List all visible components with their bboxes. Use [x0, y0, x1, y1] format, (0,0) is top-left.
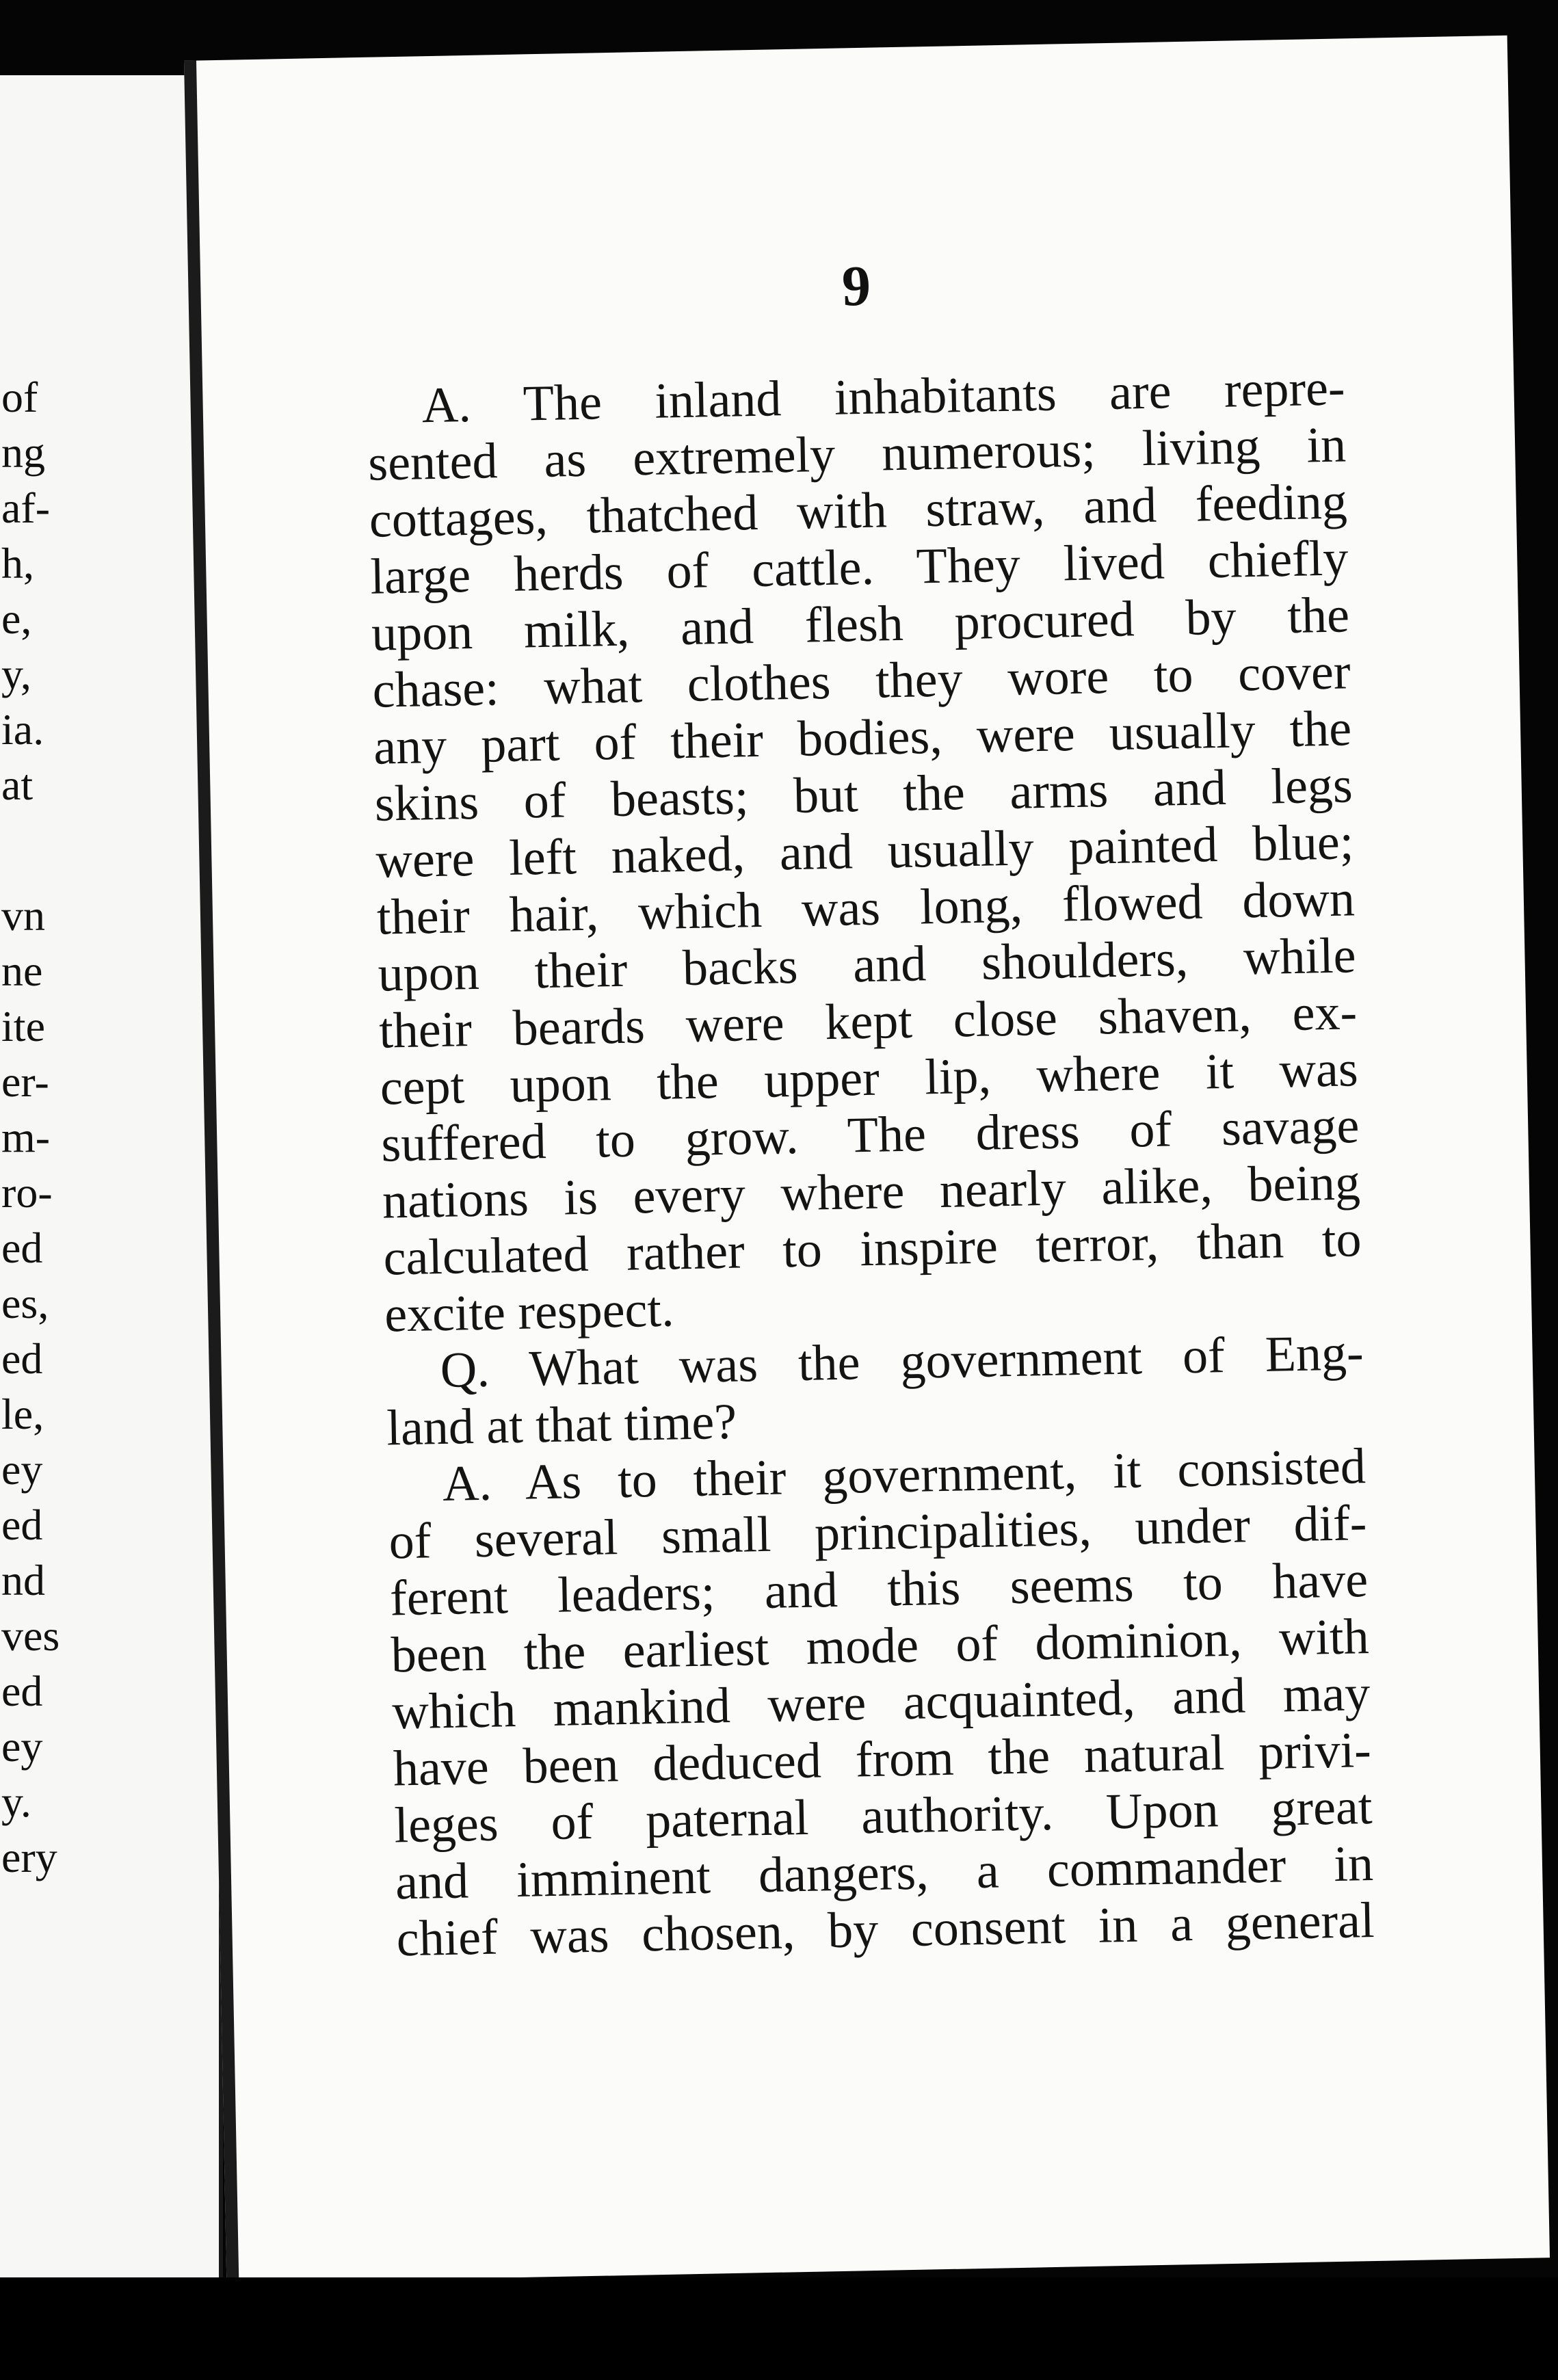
- left-fragment: vn: [1, 891, 45, 940]
- left-fragment: le,: [1, 1390, 44, 1438]
- text-line: calculated rather to inspire terror, than to: [382, 1211, 1362, 1286]
- left-fragment: ed: [1, 1667, 43, 1715]
- text-line: leges of paternal authority. Upon great: [393, 1778, 1373, 1854]
- text-line: large herds of cattle. They lived chiefly: [369, 530, 1349, 605]
- text-line: chase: what clothes they wore to cover: [371, 644, 1351, 719]
- text-line: have been deduced from the natural privi-: [393, 1722, 1372, 1797]
- left-fragment: h,: [1, 539, 34, 587]
- page-body-text: [367, 360, 1375, 1968]
- left-fragment: ves: [1, 1611, 60, 1660]
- text-line: been the earliest mode of dominion, with: [391, 1609, 1370, 1684]
- text-line: nations is every where nearly alike, being: [382, 1154, 1361, 1230]
- text-line: upon milk, and flesh procured by the: [371, 587, 1350, 662]
- text-line: cottages, thatched with straw, and feeding: [369, 473, 1348, 548]
- text-line: skins of beasts; but the arms and legs: [374, 757, 1354, 832]
- left-fragment: m-: [1, 1113, 51, 1161]
- left-fragment: ro-: [1, 1168, 53, 1217]
- left-fragment: ed: [1, 1224, 43, 1272]
- text-line: which mankind were acquainted, and may: [391, 1665, 1371, 1741]
- answer-line: A. As to their government, it consisted: [442, 1438, 1366, 1512]
- left-fragment: er-: [1, 1057, 49, 1106]
- text-line: suffered to grow. The dress of savage: [380, 1098, 1360, 1173]
- left-fragment: ery: [1, 1833, 57, 1881]
- text-line: of several small principalities, under dif-: [388, 1495, 1368, 1570]
- page-number: 9: [841, 254, 871, 319]
- text-line: their hair, which was long, flowed down: [376, 871, 1356, 946]
- text-line: chief was chosen, by consent in a general: [395, 1892, 1375, 1968]
- left-fragment: af-: [1, 484, 51, 532]
- left-fragment: ne: [1, 947, 43, 995]
- left-fragment: ia.: [1, 705, 44, 754]
- text-line: their beards were kept close shaven, ex-: [378, 984, 1358, 1059]
- text-line: excite respect.: [384, 1281, 675, 1343]
- left-fragment: y,: [1, 650, 31, 698]
- left-fragment: ed: [1, 1500, 43, 1549]
- left-fragment: y.: [1, 1777, 31, 1826]
- left-fragment: ed: [1, 1334, 43, 1383]
- left-fragment: ng: [1, 428, 45, 477]
- left-fragment: ey: [1, 1445, 43, 1494]
- left-fragment: at: [1, 761, 34, 809]
- left-fragment: ite: [1, 1002, 45, 1050]
- left-fragment: ey: [1, 1722, 43, 1771]
- left-fragment: e,: [1, 594, 32, 643]
- left-fragment-gap: [0, 812, 219, 888]
- left-fragment: nd: [1, 1556, 45, 1604]
- text-line: and imminent dangers, a commander in: [395, 1835, 1374, 1911]
- text-line: A. The inland inhabitants are repre-: [421, 360, 1346, 434]
- left-page-text-fragments: [0, 369, 219, 1885]
- left-fragment: of: [1, 373, 38, 421]
- text-line: were left naked, and usually painted blue;: [375, 814, 1355, 889]
- text-line: any part of their bodies, were usually the: [373, 700, 1352, 776]
- text-line: upon their backs and shoulders, while: [377, 927, 1357, 1003]
- book-page: [184, 36, 1550, 2284]
- text-line: land at that time?: [386, 1393, 737, 1457]
- text-line: cept upon the upper lip, where it was: [380, 1041, 1359, 1116]
- scan-bottom-border: [0, 2277, 1558, 2380]
- left-facing-page: [0, 75, 223, 2277]
- question-line: Q. What was the government of Eng-: [440, 1325, 1364, 1399]
- left-fragment: es,: [1, 1279, 49, 1327]
- text-line: ferent leaders; and this seems to have: [389, 1552, 1369, 1627]
- text-line: sented as extremely numerous; living in: [367, 416, 1347, 492]
